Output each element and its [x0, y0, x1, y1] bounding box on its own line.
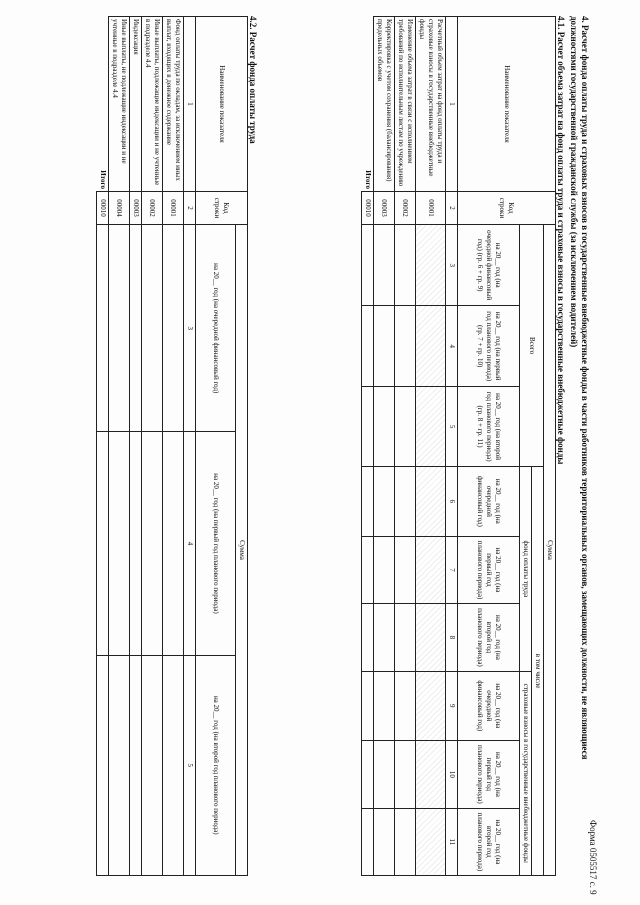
column-number: 7: [446, 536, 458, 604]
row-name: Иные выплаты, подлежащие индексации и не учтенные в подразделе 4.4: [142, 17, 163, 192]
value-cell: [395, 467, 416, 536]
header-cell: на 20__ год (на первый год планового периода): [196, 432, 236, 655]
value-cell: [109, 655, 130, 875]
total-label: Итого: [98, 170, 107, 189]
subsection-heading-4-2: 4.2. Расчет фонда оплаты труда: [248, 16, 258, 144]
row-name: Расчетный объем затрат на фонд оплаты труда и страховые взносы в государственные внебюджетные фонды: [416, 17, 446, 192]
value-cell: [395, 306, 416, 387]
table-row: [130, 17, 142, 876]
column-number: 10: [446, 741, 458, 809]
row-code: 00010: [97, 192, 109, 225]
total-row: [97, 17, 109, 876]
value-cell: [362, 741, 374, 809]
row-code: 00002: [142, 192, 163, 225]
value-cell: [416, 225, 446, 306]
value-cell: [362, 536, 374, 604]
value-cell: [374, 467, 395, 536]
value-cell: [142, 432, 163, 655]
header-cell: Сумма: [544, 225, 556, 876]
value-cell: [362, 467, 374, 536]
column-number: 6: [446, 467, 458, 536]
column-number: 4: [184, 432, 196, 655]
value-cell: [395, 808, 416, 875]
value-cell: [97, 432, 109, 655]
value-cell: [374, 225, 395, 306]
value-cell: [374, 808, 395, 875]
value-cell: [416, 741, 446, 809]
header-cell: Наименование показателя: [196, 17, 248, 192]
value-cell: [416, 808, 446, 875]
table-row: [109, 17, 130, 876]
value-cell: [395, 536, 416, 604]
section-heading: 4. Расчет фонда оплаты труда и страховых взносов в государственные внебюджетные фонды в части работников территориальных органов, замещающих должности, не являющиеся должностями государственной гражданской службы (за исключением водителей): [569, 16, 590, 760]
column-number: 5: [446, 387, 458, 467]
row-code: 00001: [416, 192, 446, 225]
row-code: 00004: [109, 192, 130, 225]
row-name: Фонд оплаты труда по окладам, за исключением иных выплат, входящих в денежное содержание: [163, 17, 184, 192]
header-cell: на 20__ год (на первый год планового периода): [458, 741, 520, 809]
header-cell: на 20__ год (на второй год планового периода): [196, 655, 236, 875]
header-cell: Код строки: [196, 192, 248, 225]
column-number: 8: [446, 604, 458, 671]
row-name: Иные выплаты, не подлежащие индексации и не учтенные в подразделе 4.4: [109, 17, 130, 192]
value-cell: [362, 604, 374, 671]
value-cell: [362, 387, 374, 467]
value-cell: [416, 536, 446, 604]
value-cell: [163, 432, 184, 655]
header-cell: на 20__ год (на очередной финансовый год): [458, 467, 520, 536]
header-cell: на 20__ год (на первый год планового периода) (гр. 7 + гр. 10): [458, 306, 520, 387]
row-name: Корректировка с учетом сохранения (балансирования) предельных объемов: [374, 17, 395, 192]
header-cell: на 20__ год (на очередной финансовый год) (гр. 6 + гр. 9): [458, 225, 520, 306]
value-cell: [362, 808, 374, 875]
column-number: 9: [446, 671, 458, 740]
value-cell: [97, 225, 109, 432]
subsection-heading-4-1: 4.1. Расчет объема затрат на фонд оплаты труда и страховые взносы в государственные внебюджетные фонды: [556, 16, 566, 465]
column-number: 1: [184, 17, 196, 192]
value-cell: [142, 225, 163, 432]
row-code: 00001: [163, 192, 184, 225]
value-cell: [395, 604, 416, 671]
row-code: 00010: [362, 192, 374, 225]
row-code: 00003: [374, 192, 395, 225]
value-cell: [130, 432, 142, 655]
row-name: Изменение объема затрат в связи с исполнением требований по исполнительным листам по учреждению: [395, 17, 416, 192]
value-cell: [395, 671, 416, 740]
table-4-1: [361, 16, 556, 876]
value-cell: [416, 671, 446, 740]
value-cell: [374, 306, 395, 387]
header-cell: на 20__ год (на очередной финансовый год): [458, 671, 520, 740]
value-cell: [374, 604, 395, 671]
column-number: 5: [184, 655, 196, 875]
table-row: [142, 17, 163, 876]
value-cell: [97, 655, 109, 875]
header-cell: Наименование показателя: [458, 17, 556, 192]
header-cell: Код строки: [458, 192, 556, 225]
column-number: 11: [446, 808, 458, 875]
header-cell: Всего: [520, 225, 544, 467]
value-cell: [416, 467, 446, 536]
header-cell: фонд оплаты труда: [520, 467, 532, 671]
header-cell: на 20__ год (на очередной финансовый год): [196, 225, 236, 432]
value-cell: [374, 536, 395, 604]
total-label: Итого: [363, 170, 372, 189]
value-cell: [374, 741, 395, 809]
value-cell: [395, 741, 416, 809]
value-cell: [109, 225, 130, 432]
value-cell: [362, 225, 374, 306]
value-cell: [130, 655, 142, 875]
row-code: 00002: [395, 192, 416, 225]
value-cell: [109, 432, 130, 655]
value-cell: [142, 655, 163, 875]
header-cell: на 20__ год (на второй год планового периода): [458, 604, 520, 671]
column-number: 2: [184, 192, 196, 225]
column-number: 3: [184, 225, 196, 432]
column-number: 3: [446, 225, 458, 306]
value-cell: [416, 306, 446, 387]
header-cell: страховые взносы в государственные внебюджетные фонды: [520, 671, 532, 875]
value-cell: [416, 387, 446, 467]
value-cell: [130, 225, 142, 432]
header-cell: в том числе: [532, 467, 544, 876]
header-cell: на 20__ год (на первый год планового периода): [458, 536, 520, 604]
value-cell: [163, 225, 184, 432]
row-code: 00003: [130, 192, 142, 225]
value-cell: [374, 387, 395, 467]
total-row: [362, 17, 374, 876]
value-cell: [395, 387, 416, 467]
table-row: [374, 17, 395, 876]
table-row: [163, 17, 184, 876]
value-cell: [395, 225, 416, 306]
table-row: [416, 17, 446, 876]
table-row: [395, 17, 416, 876]
value-cell: [374, 671, 395, 740]
column-number: 1: [446, 17, 458, 192]
header-cell: на 20__ год (на второй год планового периода) (гр. 8 + гр. 11): [458, 387, 520, 467]
value-cell: [416, 604, 446, 671]
table-4-2: [96, 16, 248, 876]
header-cell: на 20__ год (на второй год планового периода): [458, 808, 520, 875]
header-cell: Сумма: [236, 225, 248, 876]
value-cell: [163, 655, 184, 875]
column-number: 4: [446, 306, 458, 387]
column-number: 2: [446, 192, 458, 225]
row-name: Индексация: [130, 17, 142, 192]
value-cell: [362, 306, 374, 387]
value-cell: [362, 671, 374, 740]
form-number: Форма 0505517 с. 9: [588, 820, 598, 895]
